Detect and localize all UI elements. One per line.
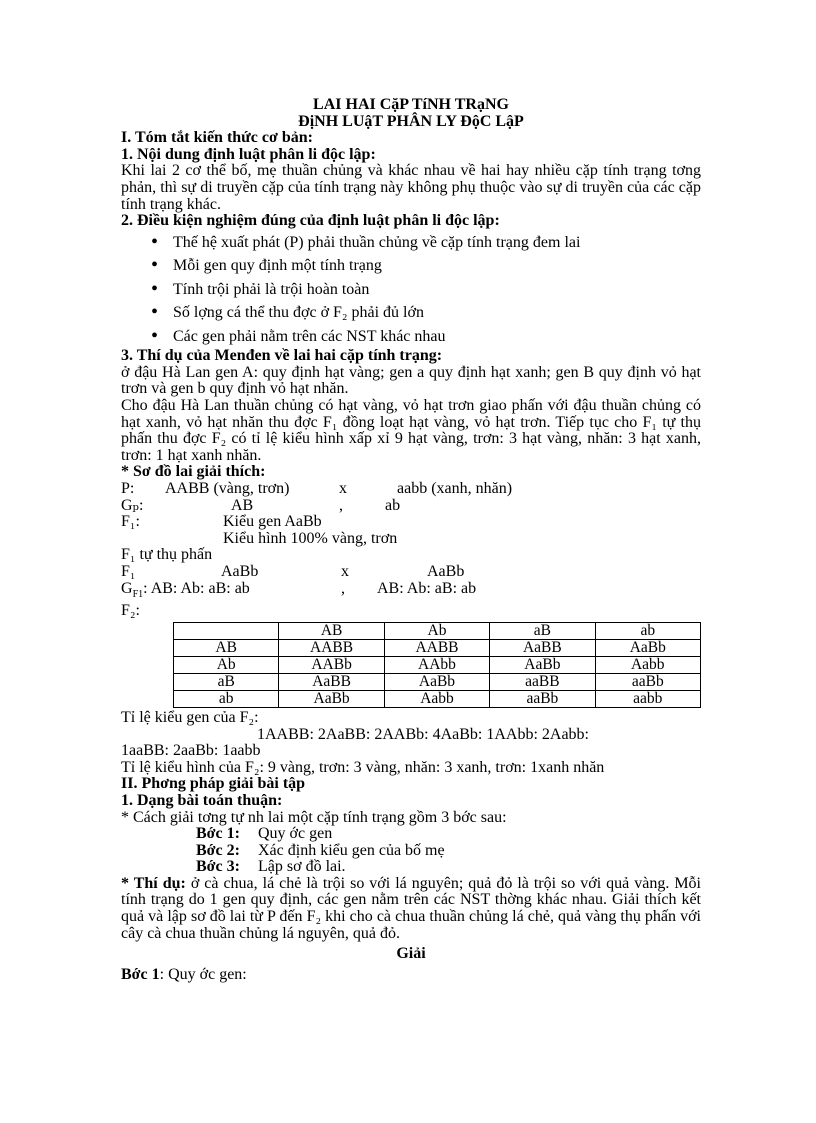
example-label: * Thí dụ: [121,874,186,892]
p-label: P: [121,480,135,497]
table-cell: Aabb [384,690,489,707]
example-text: ở cà chua, lá chẻ là trội so với lá nguyên; quả đỏ là trội so với quả vàng. Mỗi tính trạng do 1 gen quy định, các gen nằm trên các NST thờng khác nhau. Giải thích kết quả và lập sơ đồ lai từ P đến F₂ khi cho cà chua thuần chủng lá chẻ, quả vàng thụ phấn với cây cà chua thuần chủng lá nguyên, quả đỏ. [121,874,701,942]
f1-phenotype: Kiểu hình 100% vàng, trơn [223,529,398,547]
f1-cross-label: F₁ [121,562,136,580]
table-cell: Ab [384,622,489,639]
genotype-ratio-label: Tỉ lệ kiểu gen của F₂: [121,708,259,726]
table-cell: Aabb [595,656,700,673]
solution-step-text: : Quy ớc gen: [159,965,247,983]
gp-gamete-2: ab [385,496,401,514]
step-line [121,843,701,860]
table-row [174,673,701,690]
table-cell: AaBb [595,639,700,656]
solution-step-1 [121,967,701,984]
table-row [174,656,701,673]
gf1-line [121,581,701,604]
table-cell: Ab [174,656,279,673]
f1-line [121,514,701,531]
solution-heading: Giải [396,945,426,963]
table-row [174,639,701,656]
step-text: Xác định kiểu gen của bố mẹ [258,841,445,859]
step-label: Bớc 1: [196,825,240,843]
table-cell: AABB [279,639,384,656]
table-cell: AB [279,622,384,639]
f2-label: F₂: [121,602,140,620]
condition-item: • Thế hệ xuất phát (P) phải thuần chủng về cặp tính trạng đem lai [151,231,701,255]
table-row [174,622,701,639]
table-cell: AaBb [279,690,384,707]
step-label: Bớc 3: [196,858,240,876]
table-cell: aaBb [595,673,700,690]
law-content-paragraph: Khi lai 2 cơ thể bố, mẹ thuần chủng và khác nhau về hai hay nhiều cặp tính trạng tơng phản, thì sự di truyền cặp của tính trạng này không phụ thuộc vào sự di truyền của các cặp tính trạng khác. [121,162,701,213]
f1-parent-2: AaBb [427,562,465,580]
f1-genotype: Kiểu gen AaBb [223,513,322,531]
section-1-2-heading: 2. Điều kiện nghiệm đúng của định luật phân li độc lập: [121,212,500,230]
section-1-heading: I. Tóm tắt kiến thức cơ bản: [121,129,313,147]
gf1-gametes-2: AB: Ab: aB: ab [377,579,477,597]
example-problem [121,876,701,942]
genotype-ratio-line-1: 1AABB: 2AaBB: 2AABb: 4AaBb: 1AAbb: 2Aabb: [257,725,589,743]
phenotype-ratio: Tỉ lệ kiểu hình của F₂: 9 vàng, trơn: 3 vàng, nhăn: 3 xanh, trơn: 1xanh nhăn [121,758,605,776]
p-generation-line [121,481,701,498]
f1-parent-1: AaBb [221,562,259,580]
section-2-1-heading: 1. Dạng bài toán thuận: [121,791,283,809]
gf1-label: G [121,579,133,597]
table-cell: ab [595,622,700,639]
section-1-1-heading: 1. Nội dung định luật phân li độc lập: [121,145,376,163]
solution-step-label: Bớc 1 [121,965,160,983]
table-cell: ab [174,690,279,707]
section-1-3-heading: 3. Thí dụ của Menđen về lai hai cặp tính trạng: [121,347,443,365]
punnett-square [173,622,701,708]
gf1-label-sub: F1 [132,588,144,600]
step-text: Quy ớc gen [258,825,333,843]
p-cross-symbol: x [339,480,347,497]
table-cell: AaBB [279,673,384,690]
example-cross-paragraph: Cho đậu Hà Lan thuần chủng có hạt vàng, vỏ hạt trơn giao phấn với đậu thuần chủng có hạt xanh, vỏ hạt nhăn thu đợc F₁ đồng loạt hạt vàng, vỏ hạt trơn. Tiếp tục cho F₁ tự thụ phấn thu đợc F₂ có tỉ lệ kiểu hình xấp xỉ 9 hạt vàng, trơn: 3 hạt vàng, nhăn: 3 hạt xanh, trơn: 1 hạt xanh nhăn. [121,397,701,464]
p-father: aabb (xanh, nhăn) [397,480,513,497]
table-cell: AAbb [384,656,489,673]
title-line-2: ĐịNH LUậT PHÂN LY ĐộC LậP [298,112,524,130]
step-line [121,826,701,843]
conditions-list [121,231,701,349]
gp-label: Gₚ: [121,496,144,514]
gf1-comma: , [341,579,345,597]
table-cell: AaBb [490,656,595,673]
step-text: Lập sơ đồ lai. [258,858,346,876]
diagram-heading: * Sơ đồ lai giải thích: [121,463,266,481]
table-cell: AABB [384,639,489,656]
document-page [121,97,701,983]
f1-self-pollination: F₁ tự thụ phấn [121,546,213,564]
p-mother: AABB (vàng, trơn) [165,480,290,497]
f1-label: F₁: [121,513,140,531]
gp-line [121,498,701,515]
condition-item: • Số lợng cá thể thu đợc ở F₂ phải đủ lớn [151,301,701,325]
gf1-gametes-1-text: : AB: Ab: aB: ab [143,579,250,597]
table-row [174,690,701,707]
gf1-gametes-1 [121,581,341,604]
title-line-1: LAI HAI CặP TíNH TRạNG [313,96,509,113]
gp-comma: , [339,496,343,514]
table-cell: AB [174,639,279,656]
f1-cross-symbol: x [341,562,349,580]
condition-item: • Mỗi gen quy định một tính trạng [151,254,701,278]
method-line: * Cách giải tơng tự nh lai một cặp tính trạng gồm 3 bớc sau: [121,808,507,826]
condition-item: • Các gen phải nằm trên các NST khác nhau [151,325,701,349]
step-label: Bớc 2: [196,841,240,859]
gp-gamete-1: AB [231,496,254,514]
table-cell: aB [174,673,279,690]
table-cell: aaBb [490,690,595,707]
genotype-ratio-line-2: 1aaBB: 2aaBb: 1aabb [121,742,261,760]
table-cell: AABb [279,656,384,673]
example-genes-paragraph: ở đậu Hà Lan gen A: quy định hạt vàng; gen a quy định hạt xanh; gen B quy định vỏ hạt trơn và gen b quy định vỏ hạt nhăn. [121,363,701,398]
table-cell: AaBB [490,639,595,656]
step-line [121,859,701,876]
condition-item: • Tính trội phải là trội hoàn toàn [151,278,701,302]
table-cell: aaBB [490,673,595,690]
f1-cross-line [121,564,701,581]
table-cell: aB [490,622,595,639]
section-2-heading: II. Phơng pháp giải bài tập [121,775,306,793]
table-cell: AaBb [384,673,489,690]
table-cell [174,622,279,639]
table-cell: aabb [595,690,700,707]
